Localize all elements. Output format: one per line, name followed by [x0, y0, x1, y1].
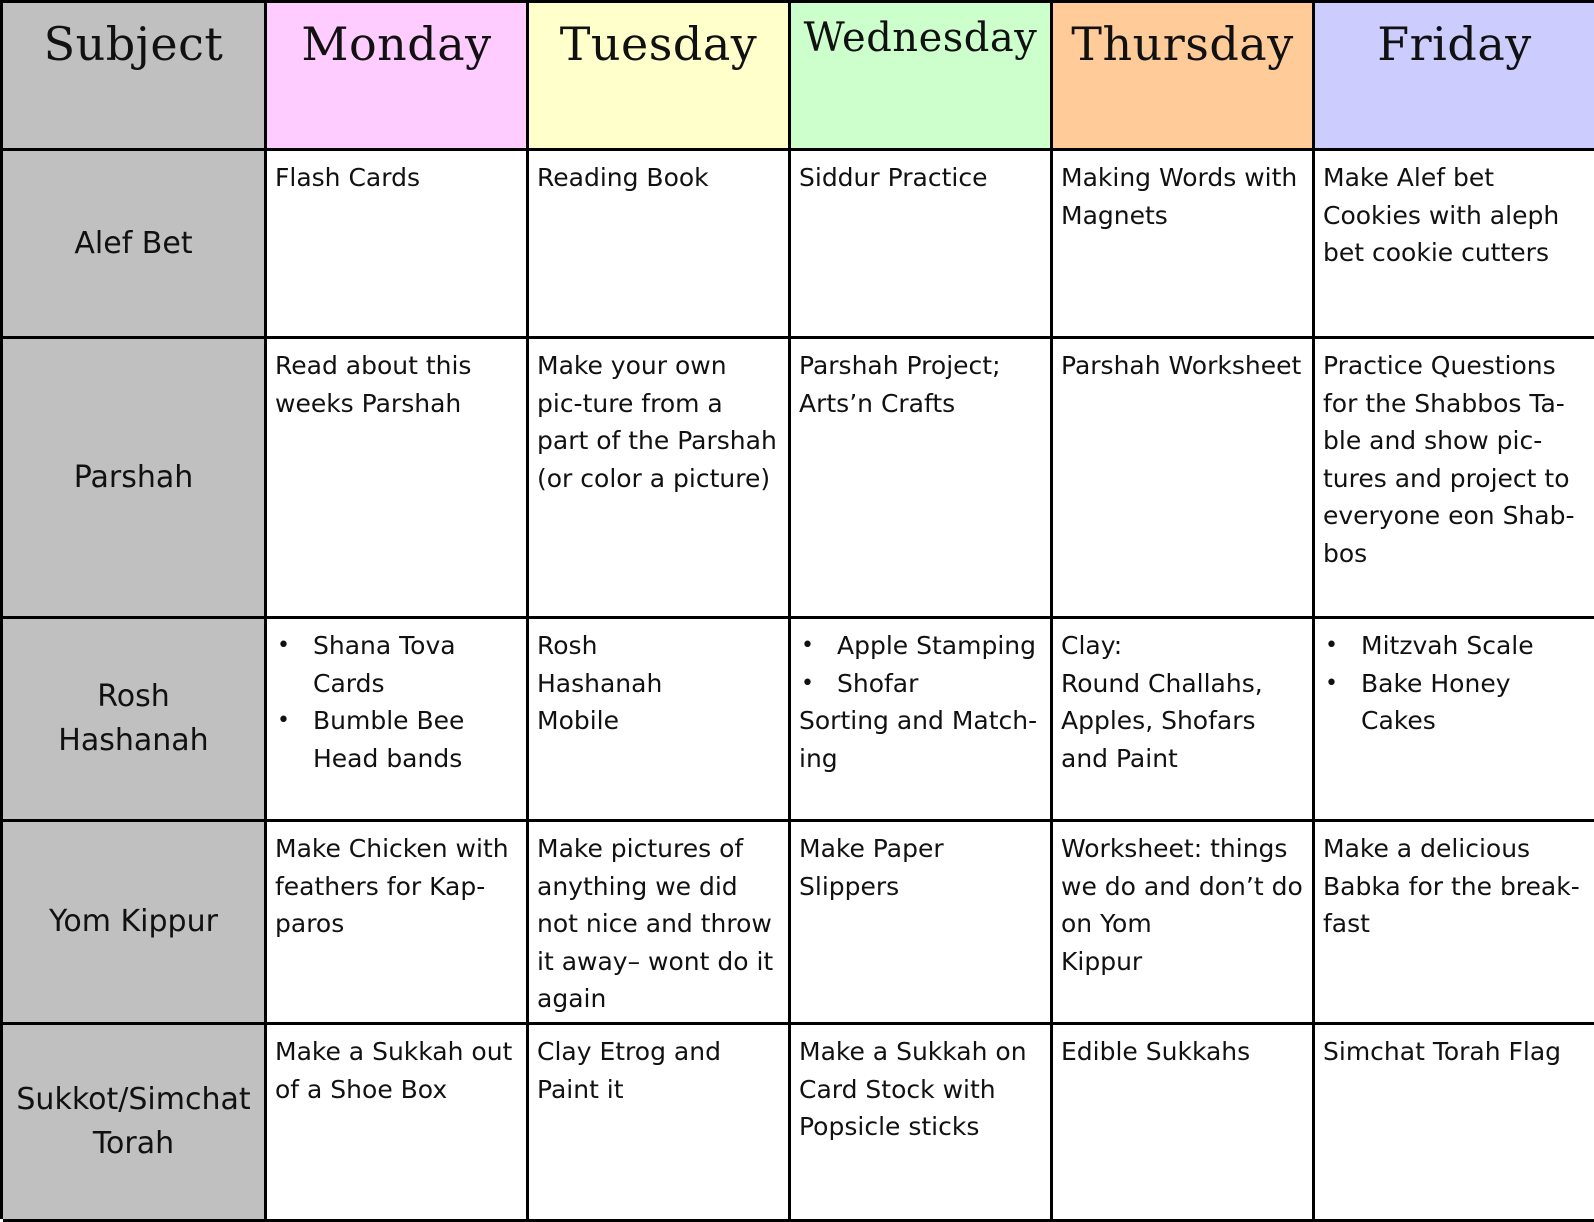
- list-item: • Mitzvah Scale: [1323, 627, 1586, 665]
- cell-sukkot-friday: Simchat Torah Flag: [1315, 1025, 1594, 1222]
- cell-yom-kippur-tuesday: Make pictures of anything we did not nice and throw it away– wont do it again: [529, 822, 791, 1025]
- cell-text: Worksheet: things we do and don’t do on Yom: [1061, 834, 1303, 938]
- cell-yom-kippur-monday: Make Chicken with feathers for Kap-paros: [267, 822, 529, 1025]
- subject-sukkot-simchat-torah: [3, 1025, 267, 1222]
- cell-rosh-hashanah-wednesday: [791, 619, 1053, 822]
- list-item: • Shofar: [799, 665, 1042, 703]
- cell-sukkot-tuesday: Clay Etrog and Paint it: [529, 1025, 791, 1222]
- cell-yom-kippur-thursday: [1053, 822, 1315, 1025]
- activity-list: [799, 627, 1042, 702]
- cell-parshah-friday: Practice Questions for the Shabbos Ta-ble and show pic-tures and project to everyone eon Shab-bos: [1315, 339, 1594, 619]
- subject-sukkot-line2: Torah: [92, 1126, 175, 1161]
- cell-rosh-hashanah-tuesday: [529, 619, 791, 822]
- subject-yom-kippur: Yom Kippur: [3, 822, 267, 1025]
- header-thursday: Thursday: [1053, 3, 1315, 151]
- cell-parshah-monday: Read about this weeks Parshah: [267, 339, 529, 619]
- cell-text-line: Mobile: [537, 706, 620, 735]
- header-tuesday: Tuesday: [529, 3, 791, 151]
- subject-rosh-hashanah-line1: Rosh: [97, 679, 170, 714]
- list-item: • Bake Honey Cakes: [1323, 665, 1586, 740]
- cell-parshah-wednesday: Parshah Project; Arts’n Crafts: [791, 339, 1053, 619]
- cell-yom-kippur-friday: Make a delicious Babka for the break-fast: [1315, 822, 1594, 1025]
- list-item: • Apple Stamping: [799, 627, 1042, 665]
- cell-parshah-tuesday: Make your own pic-ture from a part of the Parshah (or color a picture): [529, 339, 791, 619]
- cell-sukkot-monday: Make a Sukkah out of a Shoe Box: [267, 1025, 529, 1222]
- cell-text-line: Clay:: [1061, 631, 1123, 660]
- cell-rosh-hashanah-thursday: [1053, 619, 1315, 822]
- cell-alef-bet-wednesday: Siddur Practice: [791, 151, 1053, 339]
- cell-rosh-hashanah-friday: [1315, 619, 1594, 822]
- cell-alef-bet-friday: Make Alef bet Cookies with aleph bet cookie cutters: [1315, 151, 1594, 339]
- cell-alef-bet-thursday: Making Words with Magnets: [1053, 151, 1315, 339]
- cell-sukkot-thursday: Edible Sukkahs: [1053, 1025, 1315, 1222]
- activity-list: [275, 627, 518, 777]
- list-item: • Shana Tova Cards: [275, 627, 518, 702]
- cell-parshah-thursday: Parshah Worksheet: [1053, 339, 1315, 619]
- cell-alef-bet-monday: Flash Cards: [267, 151, 529, 339]
- list-item: • Bumble Bee Head bands: [275, 702, 518, 777]
- header-friday: Friday: [1315, 3, 1594, 151]
- subject-sukkot-line1: Sukkot/Simchat: [16, 1082, 251, 1117]
- subject-parshah: Parshah: [3, 339, 267, 619]
- cell-text-line: Rosh: [537, 631, 598, 660]
- subject-alef-bet: Alef Bet: [3, 151, 267, 339]
- cell-alef-bet-tuesday: Reading Book: [529, 151, 791, 339]
- cell-text-line: Kippur: [1061, 946, 1143, 976]
- header-monday: Monday: [267, 3, 529, 151]
- cell-sukkot-wednesday: Make a Sukkah on Card Stock with Popsicle sticks: [791, 1025, 1053, 1222]
- subject-rosh-hashanah-line2: Hashanah: [58, 723, 209, 758]
- cell-text-line: Hashanah: [537, 668, 663, 698]
- cell-text: Round Challahs, Apples, Shofars and Paint: [1061, 668, 1263, 773]
- header-wednesday: Wednesday: [791, 3, 1053, 151]
- subject-rosh-hashanah: [3, 619, 267, 822]
- activity-list: [1323, 627, 1586, 740]
- header-subject: Subject: [3, 3, 267, 151]
- cell-rosh-hashanah-monday: [267, 619, 529, 822]
- cell-text: Sorting and Match-ing: [799, 706, 1038, 773]
- cell-yom-kippur-wednesday: Make Paper Slippers: [791, 822, 1053, 1025]
